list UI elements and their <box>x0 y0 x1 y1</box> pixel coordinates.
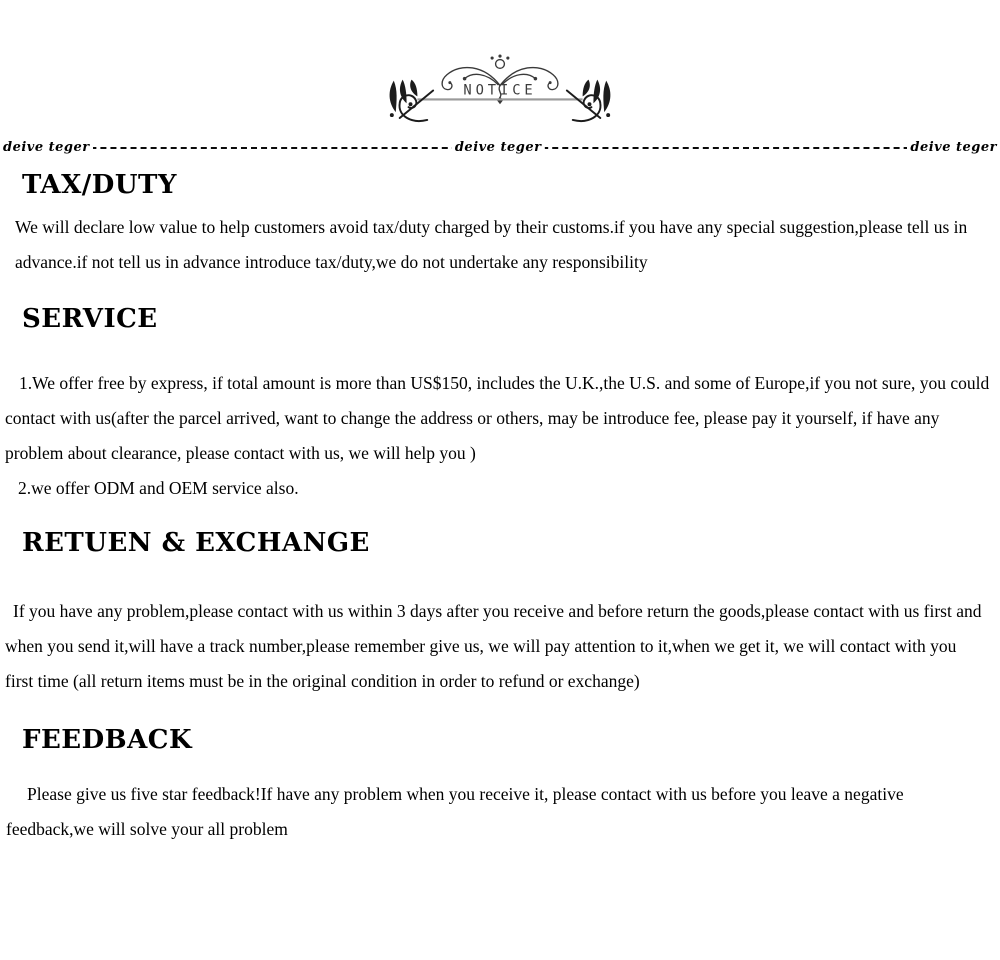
watermark-text-left: deive teger <box>0 140 93 155</box>
watermark-divider <box>0 140 1000 156</box>
watermark-text-center: deive teger <box>452 140 545 155</box>
section-service <box>0 302 1000 506</box>
flourish-ornament-icon <box>382 53 618 126</box>
section-feedback <box>0 723 1000 847</box>
service-paragraph-1: 1.We offer free by express, if total amount is more than US$150, includes the U.K.,the U.S. and some of Europe,if you not sure, you could contact with us(after the parcel arrived, want to change the address or others, may be introduce fee, please pay it yourself, if have any problem about clearance, please contact with us, we will help you ) <box>5 373 990 463</box>
section-tax-duty <box>0 168 1000 280</box>
tax-duty-heading: TAX/DUTY <box>22 170 177 200</box>
return-exchange-paragraph: If you have any problem,please contact with us within 3 days after you receive and before return the goods,please contact with us first and when you send it,will have a track number,please remember give us, we will pay attention to it,when we get it, we will contact with you first time (all return items must be in the original condition in order to refund or exchange) <box>5 601 982 691</box>
feedback-paragraph: Please give us five star feedback!If have any problem when you receive it, please contact with us before you leave a negative feedback,we will solve your all problem <box>6 784 904 839</box>
service-heading: SERVICE <box>22 304 158 334</box>
notice-title: NOTICE <box>463 82 537 99</box>
watermark-text-right: deive teger <box>907 140 1000 155</box>
notice-ornament <box>0 0 1000 126</box>
section-return-exchange <box>0 526 1000 699</box>
feedback-heading: FEEDBACK <box>22 725 193 755</box>
ornament-rule <box>417 98 582 100</box>
tax-duty-paragraph: We will declare low value to help customers avoid tax/duty charged by their customs.if you have any special suggestion,please tell us in advance.if not tell us in advance introduce tax/duty,we do not undertake any responsibility <box>15 217 968 272</box>
return-exchange-heading: RETUEN & EXCHANGE <box>22 528 370 558</box>
service-paragraph-2: 2.we offer ODM and OEM service also. <box>18 478 299 498</box>
